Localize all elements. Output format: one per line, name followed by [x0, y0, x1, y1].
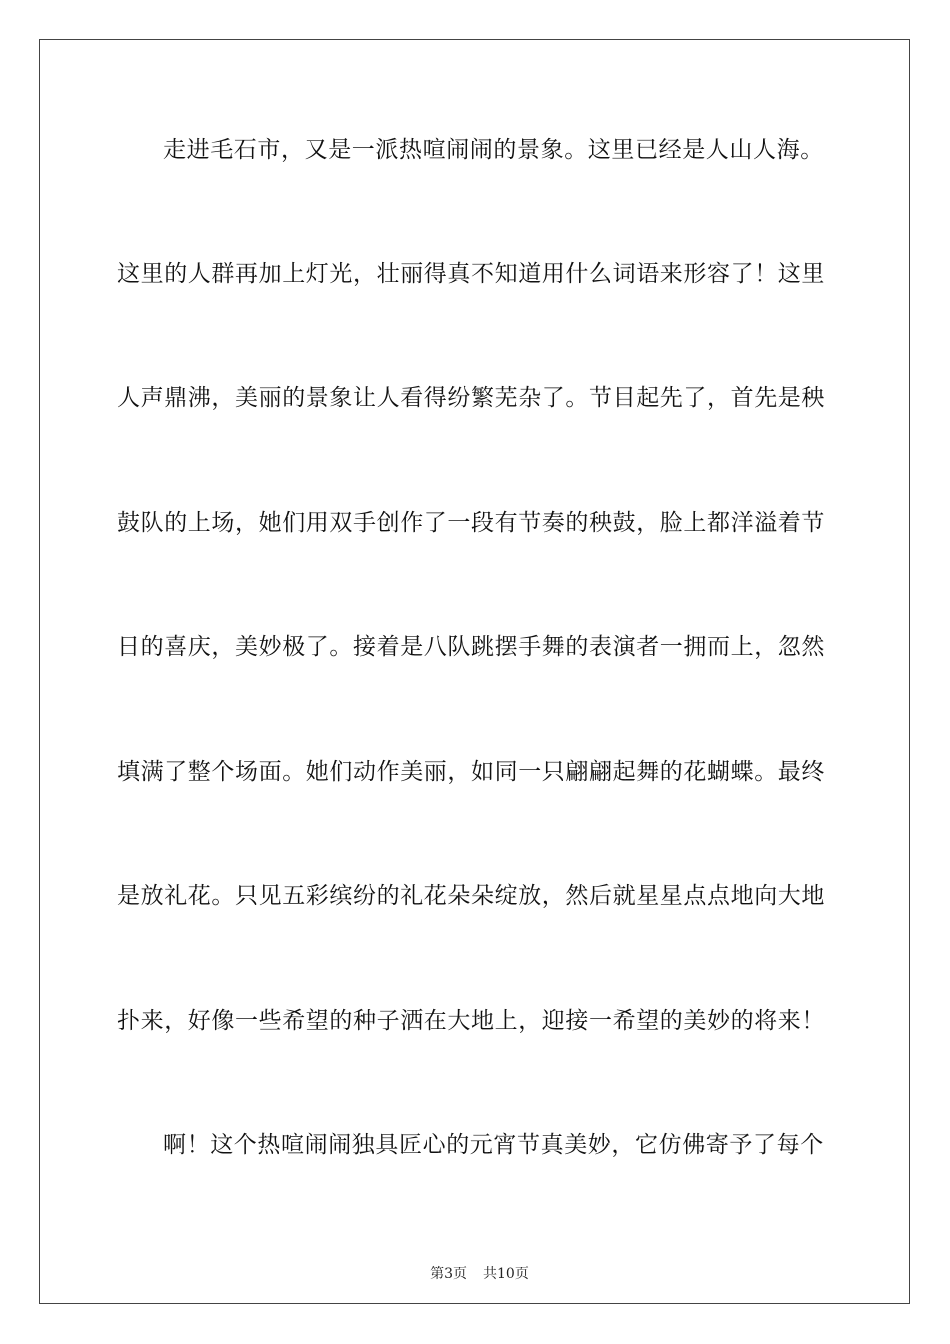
paragraph-line: 扑来，好像一些希望的种子洒在大地上，迎接一希望的美妙的将来！	[117, 1008, 825, 1034]
paragraph-line: 啊！这个热喧闹闹独具匠心的元宵节真美妙，它仿佛寄予了每个	[163, 1132, 824, 1158]
paragraph-line: 人声鼎沸，美丽的景象让人看得纷繁芜杂了。节目起先了，首先是秧	[117, 385, 825, 411]
page-number: 第3页	[430, 1266, 467, 1282]
page-footer	[0, 1247, 950, 1283]
paragraph-line: 走进毛石市，又是一派热喧闹闹的景象。这里已经是人山人海。	[163, 137, 824, 163]
paragraph-line: 这里的人群再加上灯光，壮丽得真不知道用什么词语来形容了！这里	[117, 261, 825, 287]
paragraph-line: 鼓队的上场，她们用双手创作了一段有节奏的秧鼓，脸上都洋溢着节	[117, 510, 825, 536]
paragraph-line: 是放礼花。只见五彩缤纷的礼花朵朵绽放，然后就星星点点地向大地	[117, 883, 825, 909]
page-frame	[39, 39, 910, 1304]
page-total: 共10页	[483, 1266, 529, 1282]
paragraph-line: 填满了整个场面。她们动作美丽，如同一只翩翩起舞的花蝴蝶。最终	[117, 759, 825, 785]
paragraph-line: 日的喜庆，美妙极了。接着是八队跳摆手舞的表演者一拥而上，忽然	[117, 634, 825, 660]
